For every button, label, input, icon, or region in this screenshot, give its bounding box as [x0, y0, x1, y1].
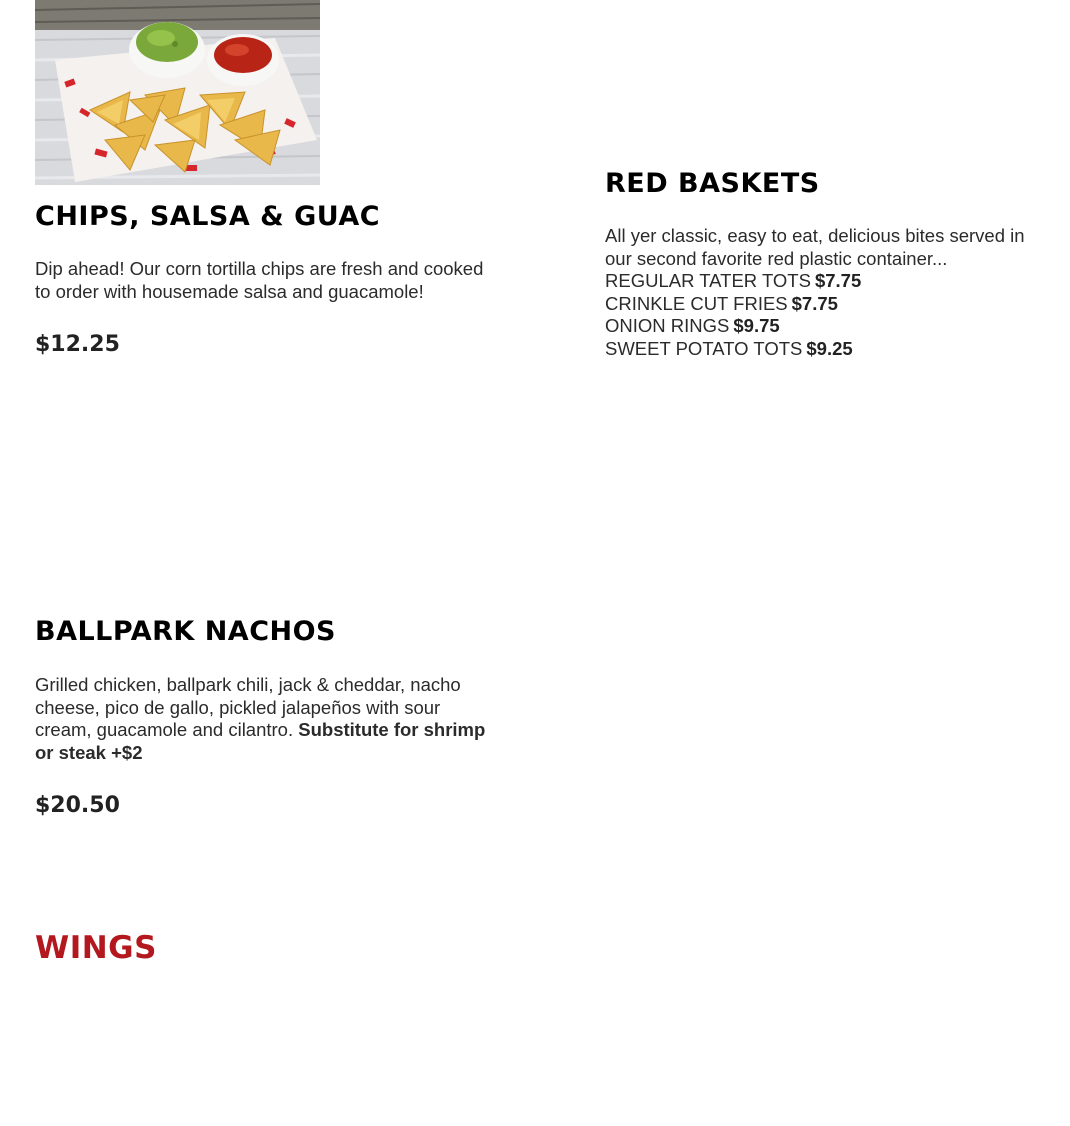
red-baskets-title: RED BASKETS	[605, 168, 820, 199]
nachos-price: $20.50	[35, 793, 120, 818]
basket-option	[605, 293, 861, 316]
wings-section-title: WINGS	[35, 930, 157, 966]
basket-option-price: $9.25	[806, 337, 853, 359]
basket-option	[605, 270, 861, 293]
basket-option	[605, 338, 861, 361]
red-baskets-description: All yer classic, easy to eat, delicious bites served in our second favorite red plastic container...	[605, 225, 1025, 269]
basket-option-name: ONION RINGS	[605, 315, 730, 336]
basket-option-name: REGULAR TATER TOTS	[605, 270, 811, 291]
nachos-description: Grilled chicken, ballpark chili, jack & cheddar, nacho cheese, pico de gallo, pickled jalapeños with sour cream, guacamole and cilantro.	[35, 674, 461, 740]
red-baskets-options	[605, 270, 861, 360]
chips-salsa-guac-photo	[35, 0, 320, 185]
basket-option-price: $7.75	[791, 292, 838, 314]
nachos-description-block	[35, 674, 490, 764]
nachos-substitute-note: Substitute for shrimp or steak +$2	[35, 719, 486, 763]
basket-option-price: $7.75	[814, 270, 862, 291]
basket-option	[605, 315, 861, 338]
chips-price: $12.25	[35, 332, 120, 357]
chips-title: CHIPS, SALSA & GUAC	[35, 201, 381, 232]
basket-option-price: $9.75	[733, 315, 780, 336]
nachos-title: BALLPARK NACHOS	[35, 616, 337, 647]
basket-option-name: CRINKLE CUT FRIES	[605, 292, 788, 314]
chips-description: Dip ahead! Our corn tortilla chips are fresh and cooked to order with housemade salsa and guacamole!	[35, 258, 484, 302]
basket-option-name: SWEET POTATO TOTS	[605, 337, 803, 359]
